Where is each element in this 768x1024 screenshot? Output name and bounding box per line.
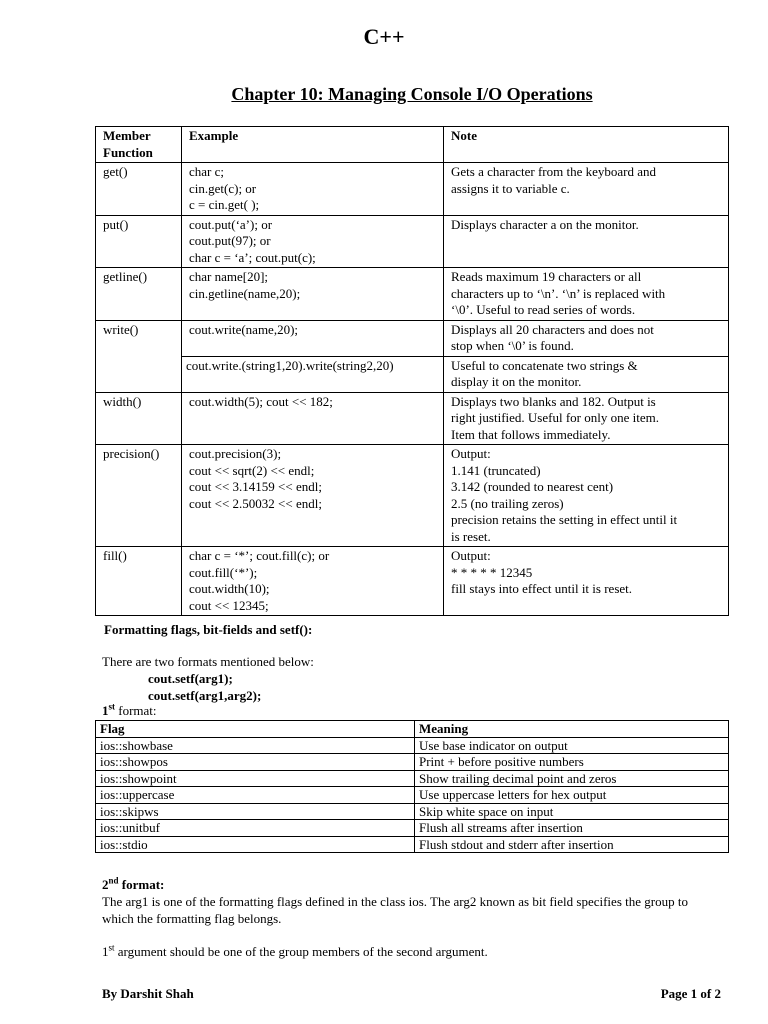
first-format-ordinal: st bbox=[108, 701, 115, 712]
flag-cell: ios::unitbuf bbox=[96, 820, 415, 837]
table-row bbox=[96, 803, 729, 820]
second-format-heading bbox=[102, 877, 164, 893]
argument-note-text: argument should be one of the group members of the second argument. bbox=[114, 944, 488, 959]
setf-syntax-two-args: cout.setf(arg1,arg2); bbox=[148, 688, 262, 703]
table-row bbox=[96, 820, 729, 837]
column-header-meaning: Meaning bbox=[415, 721, 729, 738]
table-header-row bbox=[96, 127, 729, 163]
flag-cell: ios::uppercase bbox=[96, 787, 415, 804]
table-row bbox=[96, 356, 729, 392]
formats-intro-text: There are two formats mentioned below: bbox=[102, 654, 314, 669]
flag-cell: ios::showbase bbox=[96, 737, 415, 754]
column-header-note: Note bbox=[444, 127, 729, 163]
first-format-label bbox=[102, 703, 157, 719]
table-row bbox=[96, 836, 729, 853]
meaning-cell: Use uppercase letters for hex output bbox=[415, 787, 729, 804]
footer-author: By Darshit Shah bbox=[102, 986, 194, 1001]
table-row bbox=[96, 737, 729, 754]
second-format-number: 2 bbox=[102, 877, 109, 892]
member-function-table bbox=[95, 126, 729, 616]
member-function-cell: fill() bbox=[96, 547, 182, 616]
meaning-cell: Show trailing decimal point and zeros bbox=[415, 770, 729, 787]
table-row bbox=[96, 215, 729, 268]
table-row bbox=[96, 547, 729, 616]
table-header-row bbox=[96, 721, 729, 738]
note-cell: Displays all 20 characters and does not stop when ‘\0’ is found. bbox=[444, 320, 729, 356]
member-function-cell: precision() bbox=[96, 445, 182, 547]
meaning-cell: Skip white space on input bbox=[415, 803, 729, 820]
meaning-cell: Print + before positive numbers bbox=[415, 754, 729, 771]
meaning-cell: Flush all streams after insertion bbox=[415, 820, 729, 837]
table-row bbox=[96, 268, 729, 321]
example-cell: cout.width(5); cout << 182; bbox=[182, 392, 444, 445]
flag-cell: ios::showpos bbox=[96, 754, 415, 771]
second-format-ordinal: nd bbox=[108, 875, 119, 886]
table-row bbox=[96, 163, 729, 216]
member-function-cell: get() bbox=[96, 163, 182, 216]
example-cell: cout.write(name,20); bbox=[182, 320, 444, 356]
table-row bbox=[96, 770, 729, 787]
formatting-flags-heading: Formatting flags, bit-fields and setf(): bbox=[104, 622, 313, 637]
note-cell: Output: 1.141 (truncated) 3.142 (rounded to nearest cent) 2.5 (no trailing zeros) precision retains the setting in effect until it is reset. bbox=[444, 445, 729, 547]
example-cell: cout.write.(string1,20).write(string2,20) bbox=[182, 356, 444, 392]
argument-note-number: 1 bbox=[102, 944, 109, 959]
footer-page-number: Page 1 of 2 bbox=[660, 986, 721, 1001]
member-function-cell: width() bbox=[96, 392, 182, 445]
flag-cell: ios::showpoint bbox=[96, 770, 415, 787]
flag-cell: ios::stdio bbox=[96, 836, 415, 853]
flag-cell: ios::skipws bbox=[96, 803, 415, 820]
document-title: C++ bbox=[363, 24, 405, 49]
member-function-cell: getline() bbox=[96, 268, 182, 321]
second-format-description: The arg1 is one of the formatting flags defined in the class ios. The arg2 known as bit field specifies the group to which the formatting flag belongs. bbox=[102, 894, 688, 926]
note-cell: Useful to concatenate two strings & display it on the monitor. bbox=[444, 356, 729, 392]
argument-note bbox=[102, 944, 488, 960]
example-cell: char c = ‘*’; cout.fill(c); or cout.fill(‘*’); cout.width(10); cout << 12345; bbox=[182, 547, 444, 616]
meaning-cell: Use base indicator on output bbox=[415, 737, 729, 754]
example-cell: cout.precision(3); cout << sqrt(2) << endl; cout << 3.14159 << endl; cout << 2.50032 << endl; bbox=[182, 445, 444, 547]
note-cell: Reads maximum 19 characters or all characters up to ‘\n’. ‘\n’ is replaced with ‘\0’. Useful to read series of words. bbox=[444, 268, 729, 321]
table-row bbox=[96, 787, 729, 804]
table-row bbox=[96, 754, 729, 771]
second-format-text: format: bbox=[118, 877, 165, 892]
note-cell: Gets a character from the keyboard and assigns it to variable c. bbox=[444, 163, 729, 216]
meaning-cell: Flush stdout and stderr after insertion bbox=[415, 836, 729, 853]
first-format-number: 1 bbox=[102, 703, 109, 718]
note-cell: Displays character a on the monitor. bbox=[444, 215, 729, 268]
table-row bbox=[96, 392, 729, 445]
setf-syntax-one-arg: cout.setf(arg1); bbox=[148, 671, 233, 686]
member-function-cell: put() bbox=[96, 215, 182, 268]
first-format-text: format: bbox=[115, 703, 157, 718]
table-row bbox=[96, 320, 729, 356]
table-row bbox=[96, 445, 729, 547]
member-function-cell: write() bbox=[96, 320, 182, 392]
example-cell: char c; cin.get(c); or c = cin.get( ); bbox=[182, 163, 444, 216]
example-cell: char name[20]; cin.getline(name,20); bbox=[182, 268, 444, 321]
column-header-example: Example bbox=[182, 127, 444, 163]
chapter-title: Chapter 10: Managing Console I/O Operations bbox=[231, 84, 593, 104]
note-cell: Displays two blanks and 182. Output is right justified. Useful for only one item. Item that follows immediately. bbox=[444, 392, 729, 445]
argument-note-ordinal: st bbox=[108, 942, 115, 953]
flag-meaning-table bbox=[95, 720, 729, 853]
note-cell: Output: * * * * * 12345 fill stays into effect until it is reset. bbox=[444, 547, 729, 616]
column-header-member-function: Member Function bbox=[96, 127, 182, 163]
example-cell: cout.put(‘a’); or cout.put(97); or char c = ‘a’; cout.put(c); bbox=[182, 215, 444, 268]
column-header-flag: Flag bbox=[96, 721, 415, 738]
